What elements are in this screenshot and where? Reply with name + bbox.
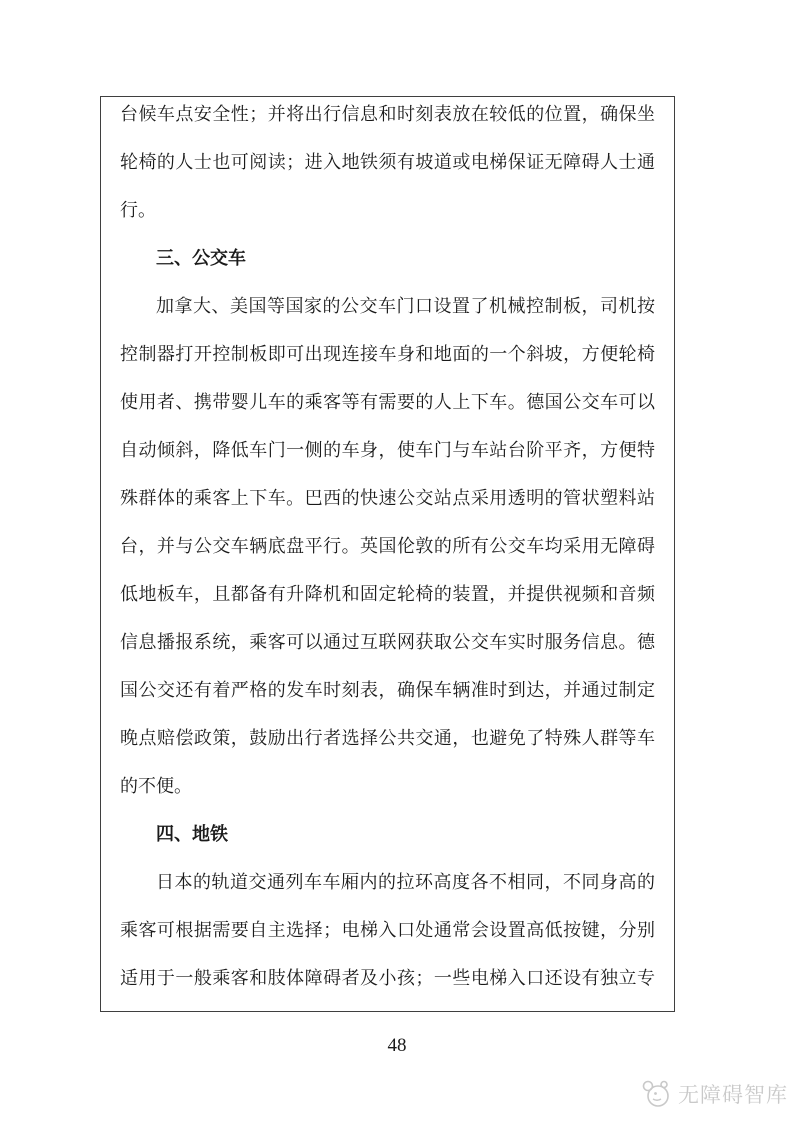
text-line: 控制器打开控制板即可出现连接车身和地面的一个斜坡，方便轮椅 xyxy=(120,344,655,364)
section-heading: 四、地铁 xyxy=(156,824,228,844)
text-frame xyxy=(100,96,675,1012)
section-heading: 三、公交车 xyxy=(156,248,246,268)
watermark xyxy=(641,1079,788,1109)
text-line: 乘客可根据需要自主选择；电梯入口处通常会设置高低按键，分别 xyxy=(120,920,655,940)
text-line: 国公交还有着严格的发车时刻表，确保车辆准时到达，并通过制定 xyxy=(120,680,655,700)
text-line: 台，并与公交车辆底盘平行。英国伦敦的所有公交车均采用无障碍 xyxy=(120,536,655,556)
text-line: 自动倾斜，降低车门一侧的车身，使车门与车站台阶平齐，方便特 xyxy=(120,440,655,460)
text-line: 日本的轨道交通列车车厢内的拉环高度各不相同，不同身高的 xyxy=(156,872,655,892)
text-line: 殊群体的乘客上下车。巴西的快速公交站点采用透明的管状塑料站 xyxy=(120,488,655,508)
text-line: 加拿大、美国等国家的公交车门口设置了机械控制板，司机按 xyxy=(156,296,655,316)
text-line: 信息播报系统，乘客可以通过互联网获取公交车实时服务信息。德 xyxy=(120,632,655,652)
panda-logo-icon xyxy=(641,1079,673,1109)
text-line: 的不便。 xyxy=(120,776,192,796)
text-line: 行。 xyxy=(120,200,156,220)
text-line: 使用者、携带婴儿车的乘客等有需要的人上下车。德国公交车可以 xyxy=(120,392,655,412)
text-line: 轮椅的人士也可阅读；进入地铁须有坡道或电梯保证无障碍人士通 xyxy=(120,152,655,172)
text-line: 适用于一般乘客和肢体障碍者及小孩；一些电梯入口还设有独立专 xyxy=(120,968,655,988)
page-number: 48 xyxy=(387,1035,407,1056)
watermark-text: 无障碍智库 xyxy=(678,1084,788,1107)
text-line: 低地板车，且都备有升降机和固定轮椅的装置，并提供视频和音频 xyxy=(120,584,655,604)
text-line: 晚点赔偿政策，鼓励出行者选择公共交通，也避免了特殊人群等车 xyxy=(120,728,655,748)
document-body xyxy=(120,99,655,1011)
text-line: 台候车点安全性；并将出行信息和时刻表放在较低的位置，确保坐 xyxy=(120,104,655,124)
